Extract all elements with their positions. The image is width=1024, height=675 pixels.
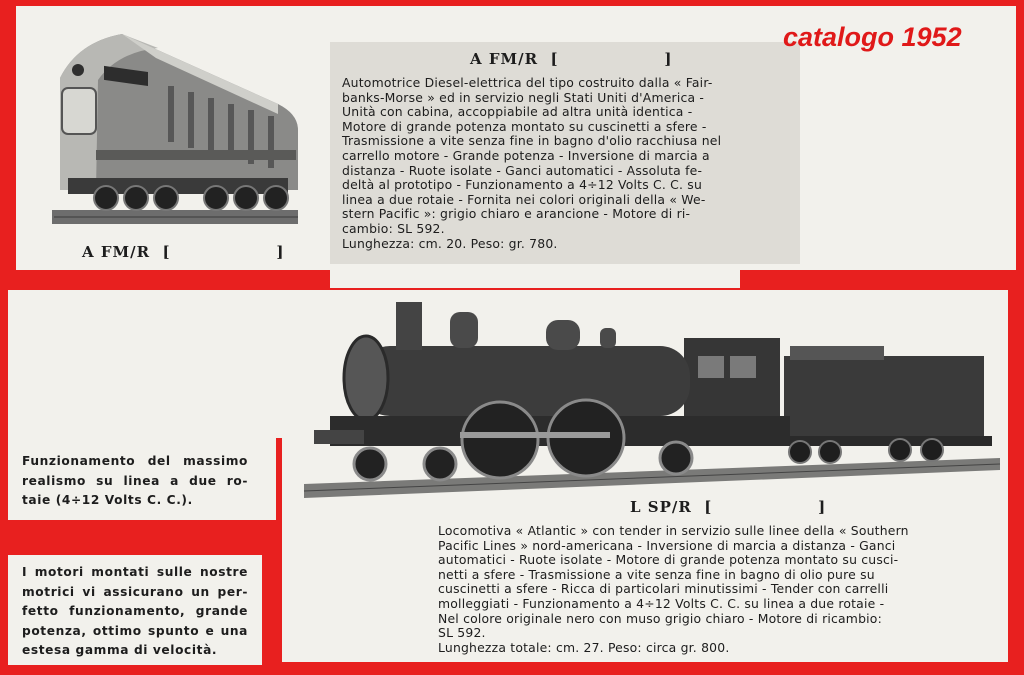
diesel-title: A FM/R [ ] [470, 50, 673, 68]
realism-note-line: realismo su linea a due ro- [22, 473, 248, 488]
steam-description-line: Locomotiva « Atlantic » con tender in servizio sulle linee della « Southern [438, 523, 909, 538]
realism-note-line: taie (4÷12 Volts C. C.). [22, 493, 193, 507]
steam-description-line: Pacific Lines » nord-americana - Inversione di marcia a distanza - Ganci [438, 537, 896, 553]
steam-description-line: automatici - Ruote isolate - Motore di grande potenza montato su cusci- [438, 552, 899, 568]
motors-note-line: fetto funzionamento, grande [22, 604, 248, 618]
diesel-description [342, 76, 794, 251]
diesel-dimensions: Lunghezza: cm. 20. Peso: gr. 780. [342, 235, 558, 251]
diesel-description-line: Trasmissione a vite senza fine in bagno d'olio racchiusa nel [342, 133, 722, 149]
steam-description-line: molleggiati - Funzionamento a 4÷12 Volts C. C. su linea a due rotaie - [438, 595, 885, 611]
motors-note-line: I motori montati sulle nostre [22, 565, 248, 579]
motors-note-line: estesa gamma di velocità. [22, 643, 218, 657]
motors-note-line: potenza, ottimo spunto e una [22, 623, 248, 638]
steam-description-line: netti a sfere - Trasmissione a vite senza fine in bagno di olio pure su [438, 566, 875, 582]
steam-description [438, 524, 1000, 655]
diesel-locomotive-image [48, 18, 304, 236]
diesel-description-line: deltà al prototipo - Funzionamento a 4÷12 Volts C. C. su [342, 177, 703, 193]
diesel-description-line: cambio: SL 592. [342, 220, 445, 236]
catalog-year-label: catalogo 1952 [783, 22, 962, 52]
motors-note-line: motrici vi assicurano un per- [22, 584, 248, 599]
realism-note [22, 452, 248, 511]
motors-note [22, 563, 248, 661]
steam-description-line: SL 592. [438, 625, 486, 641]
steam-description-line: Nel colore originale nero con muso grigio chiaro - Motore di ricambio: [438, 610, 882, 626]
steam-locomotive-image [300, 298, 1004, 504]
steam-dimensions: Lunghezza totale: cm. 27. Peso: circa gr. 800. [438, 639, 730, 655]
steam-description-line: cuscinetti a sfere - Ricca di particolari minutissimi - Tender con carrelli [438, 581, 889, 597]
diesel-description-line: distanza - Ruote isolate - Ganci automatici - Assoluta fe- [342, 162, 703, 178]
realism-note-line: Funzionamento del massimo [22, 454, 248, 468]
diesel-description-line: stern Pacific »: grigio chiaro e arancione - Motore di ri- [342, 206, 691, 222]
diesel-caption-left: A FM/R [ ] [82, 243, 285, 261]
diesel-description-line: Unità con cabina, accoppiabile ad altra unità identica - [342, 104, 693, 120]
diesel-description-line: Automotrice Diesel-elettrica del tipo costruito dalla « Fair- [342, 75, 713, 90]
diesel-description-line: linea a due rotaie - Fornita nei colori originali della « We- [342, 191, 706, 207]
diesel-description-line: carrello motore - Grande potenza - Inversione di marcia a [342, 147, 710, 163]
diesel-description-line: banks-Morse » ed in servizio negli Stati Uniti d'America - [342, 89, 705, 105]
diesel-description-line: Motore di grande potenza montato su cuscinetti a sfere - [342, 118, 707, 134]
steam-title: L SP/R [ ] [630, 498, 827, 516]
